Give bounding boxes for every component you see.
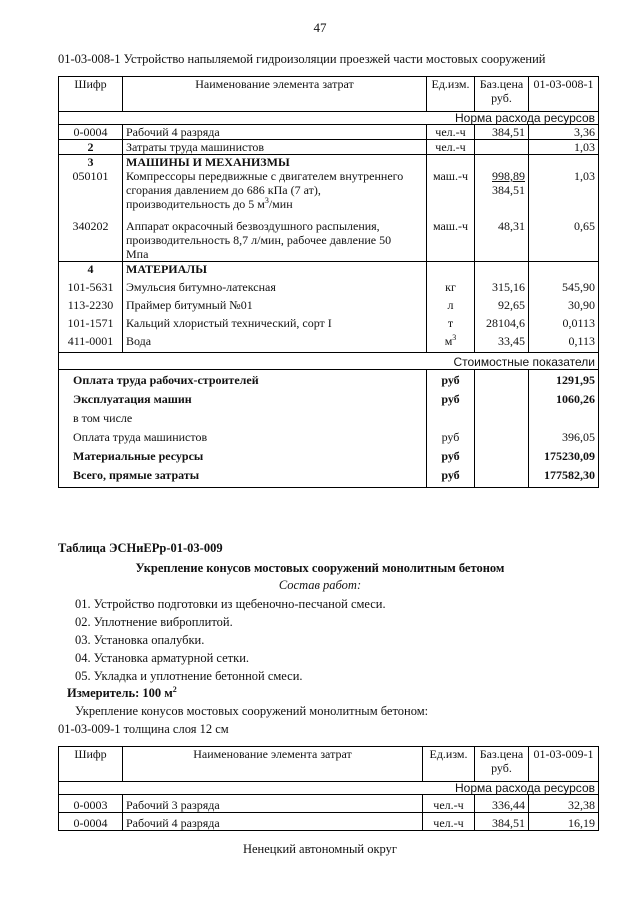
cost-label-row xyxy=(59,353,599,370)
row-unit: маш.-ч xyxy=(427,211,475,262)
table-row xyxy=(59,312,599,330)
price-value: 384,51 xyxy=(492,183,525,197)
header-price: Баз.цена руб. xyxy=(475,77,529,112)
row-code: 0-0003 xyxy=(59,795,123,813)
work-item: 01. Устройство подготовки из щебеночно-песчаной смеси. xyxy=(75,597,386,611)
table-row xyxy=(59,169,599,211)
header-norm: 01-03-009-1 xyxy=(529,747,599,782)
cost-name: Оплата труда рабочих-строителей xyxy=(59,370,427,390)
row-code: 050101 xyxy=(59,169,123,211)
meter-label: Измеритель: 100 $м^2$ xyxy=(67,684,177,700)
row-norm: 0,0113 xyxy=(529,312,599,330)
row-norm: 0,113 xyxy=(529,330,599,353)
cost-name: Эксплуатация машин xyxy=(59,389,427,408)
norm-label: Норма расхода ресурсов xyxy=(59,782,599,795)
row-norm: 1,03 xyxy=(529,140,599,155)
cost-value: 175230,09 xyxy=(529,446,599,465)
row-price xyxy=(475,169,529,211)
table-row xyxy=(59,125,599,140)
row-price: 28104,6 xyxy=(475,312,529,330)
norm-label-row xyxy=(59,782,599,795)
row-name-line: производительность до 5 $м^3$/мин xyxy=(126,196,293,211)
cost-value: 396,05 xyxy=(529,427,599,446)
row-norm: 30,90 xyxy=(529,294,599,312)
row-unit: чел.-ч xyxy=(423,795,475,813)
row-unit: кг xyxy=(427,276,475,294)
row-name-line: Компрессоры передвижные с двигателем внутреннего xyxy=(126,169,404,183)
row-name: Праймер битумный №01 xyxy=(123,294,427,312)
cost-name: Оплата труда машинистов xyxy=(59,427,427,446)
page-number: 47 xyxy=(313,20,327,35)
description: Укрепление конусов мостовых сооружений монолитным бетоном: xyxy=(75,704,429,718)
row-code: 0-0004 xyxy=(59,813,123,831)
table-header-row xyxy=(59,747,599,782)
row-name: Затраты труда машинистов xyxy=(123,140,427,155)
row-name: Рабочий 4 разряда xyxy=(123,125,427,140)
row-name: Рабочий 4 разряда xyxy=(123,813,423,831)
row-name-line: Аппарат окрасочный безвоздушного распыления, xyxy=(126,219,380,233)
table-row xyxy=(59,276,599,294)
table-header-row xyxy=(59,77,599,112)
row-unit: т xyxy=(427,312,475,330)
row-code: 4 xyxy=(59,262,123,277)
work-item: 05. Укладка и уплотнение бетонной смеси. xyxy=(75,669,303,683)
price-value: 998,89 xyxy=(492,169,525,183)
table-row xyxy=(59,211,599,262)
header-name: Наименование элемента затрат xyxy=(123,747,423,782)
section-row-machines xyxy=(59,155,599,170)
table-row xyxy=(59,294,599,312)
cost-row xyxy=(59,427,599,446)
norm-label: Норма расхода ресурсов xyxy=(59,112,599,125)
row-name xyxy=(123,169,427,211)
section-title: МАТЕРИАЛЫ xyxy=(123,262,427,277)
row-code: 340202 xyxy=(59,211,123,262)
row-norm: 0,65 xyxy=(529,211,599,262)
cost-unit: руб xyxy=(427,465,475,488)
row-norm: 16,19 xyxy=(529,813,599,831)
row-code: 3 xyxy=(59,155,123,170)
cost-unit: руб xyxy=(427,427,475,446)
table-row xyxy=(59,140,599,155)
table-row xyxy=(59,795,599,813)
row-price: 336,44 xyxy=(475,795,529,813)
row-name-line: производительность 8,7 л/мин, рабочее давление 50 xyxy=(126,233,392,247)
norm-label-row xyxy=(59,112,599,125)
work-item: 04. Установка арматурной сетки. xyxy=(75,651,250,665)
row-unit: л xyxy=(427,294,475,312)
row-code: 101-1571 xyxy=(59,312,123,330)
section-title: МАШИНЫ И МЕХАНИЗМЫ xyxy=(123,155,427,170)
item-code: 01-03-009-1 толщина слоя 12 см xyxy=(58,722,229,736)
row-price: 48,31 xyxy=(475,211,529,262)
section-heading: Укрепление конусов мостовых сооружений монолитным бетоном xyxy=(135,561,505,575)
cost-row xyxy=(59,370,599,390)
row-price: 384,51 xyxy=(475,125,529,140)
cost-unit: руб xyxy=(427,446,475,465)
row-code: 2 xyxy=(59,140,123,155)
row-name-line: сгорания давлением до 686 кПа (7 ат), xyxy=(126,183,321,197)
row-name xyxy=(123,211,427,262)
row-price: 384,51 xyxy=(475,813,529,831)
header-price: Баз.цена руб. xyxy=(475,747,529,782)
work-item: 02. Уплотнение виброплитой. xyxy=(75,615,233,629)
table-row xyxy=(59,330,599,353)
cost-row xyxy=(59,465,599,488)
table-title: Таблица ЭСНиЕРр-01-03-009 xyxy=(58,541,223,555)
header-unit: Ед.изм. xyxy=(423,747,475,782)
row-name: Кальций хлористый технический, сорт I xyxy=(123,312,427,330)
header-name: Наименование элемента затрат xyxy=(123,77,427,112)
cost-value: 1291,95 xyxy=(529,370,599,390)
row-norm: 32,38 xyxy=(529,795,599,813)
cost-unit: руб xyxy=(427,389,475,408)
row-name: Рабочий 3 разряда xyxy=(123,795,423,813)
row-code: 101-5631 xyxy=(59,276,123,294)
cost-unit: руб xyxy=(427,370,475,390)
row-unit: маш.-ч xyxy=(427,169,475,211)
cost-value xyxy=(529,408,599,427)
cost-row xyxy=(59,446,599,465)
cost-unit xyxy=(427,408,475,427)
cost-name: Материальные ресурсы xyxy=(59,446,427,465)
table1-caption: 01-03-008-1 Устройство напыляемой гидроизоляции проезжей части мостовых сооружений xyxy=(58,52,546,66)
row-unit: чел.-ч xyxy=(427,125,475,140)
row-code: 411-0001 xyxy=(59,330,123,353)
cost-value: 1060,26 xyxy=(529,389,599,408)
row-norm: 545,90 xyxy=(529,276,599,294)
row-price: 33,45 xyxy=(475,330,529,353)
row-name: Вода xyxy=(123,330,427,353)
row-unit: чел.-ч xyxy=(423,813,475,831)
work-item: 03. Установка опалубки. xyxy=(75,633,205,647)
row-code: 113-2230 xyxy=(59,294,123,312)
composition-title: Состав работ: xyxy=(278,578,362,592)
cost-label: Стоимостные показатели xyxy=(59,353,599,370)
row-name-line: Мпа xyxy=(126,247,149,261)
header-unit: Ед.изм. xyxy=(427,77,475,112)
header-code: Шифр xyxy=(59,747,123,782)
row-price: 92,65 xyxy=(475,294,529,312)
resource-table-01-03-008-1 xyxy=(58,76,599,488)
row-unit: чел.-ч xyxy=(427,140,475,155)
row-price xyxy=(475,140,529,155)
cost-name: Всего, прямые затраты xyxy=(59,465,427,488)
cost-row xyxy=(59,408,599,427)
row-unit: $м^3$ xyxy=(427,330,475,353)
row-code: 0-0004 xyxy=(59,125,123,140)
cost-name: в том числе xyxy=(59,408,427,427)
resource-table-01-03-009-1 xyxy=(58,746,599,831)
row-price: 315,16 xyxy=(475,276,529,294)
cost-value: 177582,30 xyxy=(529,465,599,488)
header-code: Шифр xyxy=(59,77,123,112)
table-row xyxy=(59,813,599,831)
section-row-materials xyxy=(59,262,599,277)
cost-row xyxy=(59,389,599,408)
row-norm: 3,36 xyxy=(529,125,599,140)
header-norm: 01-03-008-1 xyxy=(529,77,599,112)
row-norm: 1,03 xyxy=(529,169,599,211)
footer-region: Ненецкий автономный округ xyxy=(242,842,398,856)
row-name: Эмульсия битумно-латексная xyxy=(123,276,427,294)
